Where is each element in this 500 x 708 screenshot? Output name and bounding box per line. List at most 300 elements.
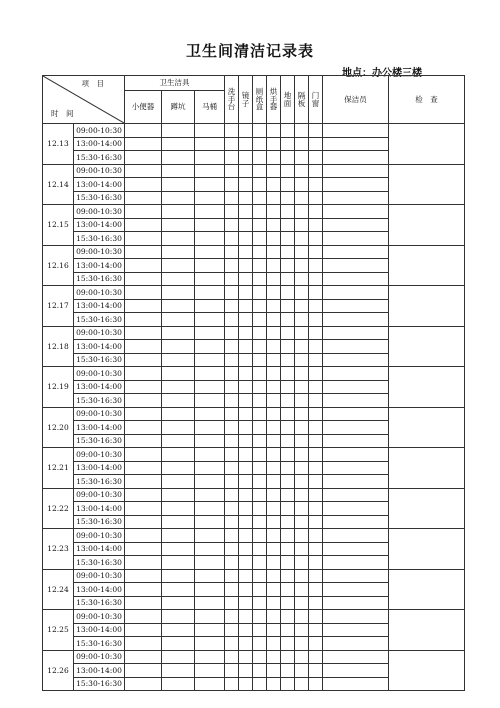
entry-cell[interactable] (239, 650, 253, 664)
entry-cell[interactable] (225, 515, 239, 529)
entry-cell[interactable] (309, 313, 323, 327)
entry-cell[interactable] (162, 421, 195, 435)
entry-cell[interactable] (162, 407, 195, 421)
entry-cell[interactable] (323, 610, 389, 624)
entry-cell[interactable] (239, 434, 253, 448)
entry-cell[interactable] (323, 164, 389, 178)
entry-cell[interactable] (267, 529, 281, 543)
entry-cell[interactable] (295, 434, 309, 448)
entry-cell[interactable] (295, 596, 309, 610)
entry-cell[interactable] (281, 664, 295, 678)
entry-cell[interactable] (323, 502, 389, 516)
entry-cell[interactable] (195, 124, 225, 138)
entry-cell[interactable] (295, 542, 309, 556)
entry-cell[interactable] (125, 569, 162, 583)
entry-cell[interactable] (162, 151, 195, 165)
entry-cell[interactable] (267, 164, 281, 178)
entry-cell[interactable] (323, 218, 389, 232)
entry-cell[interactable] (267, 515, 281, 529)
entry-cell[interactable] (239, 286, 253, 300)
entry-cell[interactable] (195, 259, 225, 273)
entry-cell[interactable] (195, 637, 225, 651)
entry-cell[interactable] (253, 637, 267, 651)
entry-cell[interactable] (225, 394, 239, 408)
inspection-cell[interactable] (389, 407, 465, 448)
entry-cell[interactable] (125, 367, 162, 381)
entry-cell[interactable] (162, 583, 195, 597)
entry-cell[interactable] (195, 367, 225, 381)
entry-cell[interactable] (125, 151, 162, 165)
entry-cell[interactable] (309, 650, 323, 664)
entry-cell[interactable] (309, 353, 323, 367)
entry-cell[interactable] (309, 421, 323, 435)
entry-cell[interactable] (309, 245, 323, 259)
entry-cell[interactable] (195, 137, 225, 151)
entry-cell[interactable] (225, 245, 239, 259)
entry-cell[interactable] (195, 394, 225, 408)
entry-cell[interactable] (309, 569, 323, 583)
entry-cell[interactable] (267, 448, 281, 462)
entry-cell[interactable] (281, 475, 295, 489)
entry-cell[interactable] (281, 569, 295, 583)
entry-cell[interactable] (267, 340, 281, 354)
entry-cell[interactable] (162, 164, 195, 178)
entry-cell[interactable] (267, 610, 281, 624)
entry-cell[interactable] (253, 326, 267, 340)
entry-cell[interactable] (253, 596, 267, 610)
entry-cell[interactable] (239, 151, 253, 165)
entry-cell[interactable] (281, 448, 295, 462)
entry-cell[interactable] (125, 353, 162, 367)
entry-cell[interactable] (253, 367, 267, 381)
entry-cell[interactable] (295, 353, 309, 367)
entry-cell[interactable] (267, 434, 281, 448)
entry-cell[interactable] (225, 677, 239, 691)
entry-cell[interactable] (162, 529, 195, 543)
entry-cell[interactable] (125, 556, 162, 570)
entry-cell[interactable] (125, 218, 162, 232)
entry-cell[interactable] (195, 529, 225, 543)
entry-cell[interactable] (267, 542, 281, 556)
entry-cell[interactable] (253, 650, 267, 664)
entry-cell[interactable] (162, 664, 195, 678)
inspection-cell[interactable] (389, 286, 465, 327)
entry-cell[interactable] (239, 299, 253, 313)
entry-cell[interactable] (295, 637, 309, 651)
entry-cell[interactable] (309, 272, 323, 286)
entry-cell[interactable] (239, 677, 253, 691)
entry-cell[interactable] (267, 326, 281, 340)
inspection-cell[interactable] (389, 164, 465, 205)
entry-cell[interactable] (253, 515, 267, 529)
entry-cell[interactable] (225, 650, 239, 664)
entry-cell[interactable] (309, 448, 323, 462)
entry-cell[interactable] (162, 475, 195, 489)
entry-cell[interactable] (125, 394, 162, 408)
entry-cell[interactable] (309, 367, 323, 381)
entry-cell[interactable] (225, 610, 239, 624)
entry-cell[interactable] (125, 299, 162, 313)
entry-cell[interactable] (162, 542, 195, 556)
entry-cell[interactable] (195, 434, 225, 448)
entry-cell[interactable] (323, 299, 389, 313)
entry-cell[interactable] (125, 502, 162, 516)
entry-cell[interactable] (309, 610, 323, 624)
entry-cell[interactable] (253, 299, 267, 313)
entry-cell[interactable] (281, 421, 295, 435)
entry-cell[interactable] (225, 299, 239, 313)
entry-cell[interactable] (239, 326, 253, 340)
entry-cell[interactable] (162, 137, 195, 151)
entry-cell[interactable] (309, 151, 323, 165)
entry-cell[interactable] (162, 556, 195, 570)
entry-cell[interactable] (125, 637, 162, 651)
entry-cell[interactable] (295, 394, 309, 408)
entry-cell[interactable] (295, 232, 309, 246)
entry-cell[interactable] (125, 191, 162, 205)
entry-cell[interactable] (267, 272, 281, 286)
entry-cell[interactable] (239, 272, 253, 286)
entry-cell[interactable] (253, 137, 267, 151)
entry-cell[interactable] (225, 583, 239, 597)
entry-cell[interactable] (253, 623, 267, 637)
entry-cell[interactable] (267, 556, 281, 570)
entry-cell[interactable] (309, 596, 323, 610)
entry-cell[interactable] (125, 488, 162, 502)
entry-cell[interactable] (195, 488, 225, 502)
entry-cell[interactable] (125, 178, 162, 192)
entry-cell[interactable] (195, 299, 225, 313)
entry-cell[interactable] (239, 556, 253, 570)
entry-cell[interactable] (239, 164, 253, 178)
entry-cell[interactable] (125, 448, 162, 462)
entry-cell[interactable] (323, 407, 389, 421)
entry-cell[interactable] (239, 191, 253, 205)
entry-cell[interactable] (225, 556, 239, 570)
entry-cell[interactable] (162, 461, 195, 475)
entry-cell[interactable] (295, 137, 309, 151)
entry-cell[interactable] (295, 407, 309, 421)
entry-cell[interactable] (253, 232, 267, 246)
entry-cell[interactable] (309, 137, 323, 151)
entry-cell[interactable] (125, 664, 162, 678)
entry-cell[interactable] (309, 556, 323, 570)
entry-cell[interactable] (125, 259, 162, 273)
entry-cell[interactable] (295, 610, 309, 624)
entry-cell[interactable] (162, 502, 195, 516)
entry-cell[interactable] (225, 488, 239, 502)
entry-cell[interactable] (323, 515, 389, 529)
entry-cell[interactable] (281, 245, 295, 259)
entry-cell[interactable] (239, 245, 253, 259)
entry-cell[interactable] (267, 178, 281, 192)
entry-cell[interactable] (323, 448, 389, 462)
entry-cell[interactable] (323, 569, 389, 583)
entry-cell[interactable] (267, 367, 281, 381)
entry-cell[interactable] (309, 205, 323, 219)
entry-cell[interactable] (162, 380, 195, 394)
entry-cell[interactable] (295, 326, 309, 340)
entry-cell[interactable] (267, 407, 281, 421)
entry-cell[interactable] (125, 529, 162, 543)
inspection-cell[interactable] (389, 569, 465, 610)
entry-cell[interactable] (239, 313, 253, 327)
entry-cell[interactable] (195, 340, 225, 354)
entry-cell[interactable] (323, 151, 389, 165)
entry-cell[interactable] (239, 637, 253, 651)
entry-cell[interactable] (295, 313, 309, 327)
entry-cell[interactable] (253, 488, 267, 502)
entry-cell[interactable] (295, 650, 309, 664)
entry-cell[interactable] (323, 421, 389, 435)
entry-cell[interactable] (253, 151, 267, 165)
entry-cell[interactable] (195, 380, 225, 394)
entry-cell[interactable] (239, 610, 253, 624)
entry-cell[interactable] (295, 124, 309, 138)
entry-cell[interactable] (323, 205, 389, 219)
entry-cell[interactable] (253, 542, 267, 556)
entry-cell[interactable] (239, 502, 253, 516)
entry-cell[interactable] (125, 596, 162, 610)
entry-cell[interactable] (309, 299, 323, 313)
entry-cell[interactable] (295, 515, 309, 529)
entry-cell[interactable] (295, 569, 309, 583)
entry-cell[interactable] (309, 191, 323, 205)
entry-cell[interactable] (195, 610, 225, 624)
entry-cell[interactable] (195, 623, 225, 637)
entry-cell[interactable] (195, 151, 225, 165)
entry-cell[interactable] (225, 502, 239, 516)
entry-cell[interactable] (281, 407, 295, 421)
entry-cell[interactable] (253, 502, 267, 516)
entry-cell[interactable] (195, 218, 225, 232)
entry-cell[interactable] (253, 434, 267, 448)
entry-cell[interactable] (281, 515, 295, 529)
entry-cell[interactable] (125, 542, 162, 556)
entry-cell[interactable] (323, 367, 389, 381)
entry-cell[interactable] (309, 488, 323, 502)
entry-cell[interactable] (195, 164, 225, 178)
entry-cell[interactable] (267, 353, 281, 367)
entry-cell[interactable] (125, 286, 162, 300)
entry-cell[interactable] (162, 650, 195, 664)
inspection-cell[interactable] (389, 245, 465, 286)
entry-cell[interactable] (162, 340, 195, 354)
entry-cell[interactable] (125, 137, 162, 151)
inspection-cell[interactable] (389, 529, 465, 570)
entry-cell[interactable] (239, 394, 253, 408)
entry-cell[interactable] (225, 353, 239, 367)
entry-cell[interactable] (295, 529, 309, 543)
entry-cell[interactable] (239, 137, 253, 151)
entry-cell[interactable] (239, 569, 253, 583)
entry-cell[interactable] (253, 164, 267, 178)
entry-cell[interactable] (267, 124, 281, 138)
entry-cell[interactable] (239, 380, 253, 394)
entry-cell[interactable] (281, 232, 295, 246)
entry-cell[interactable] (281, 542, 295, 556)
entry-cell[interactable] (225, 421, 239, 435)
entry-cell[interactable] (162, 218, 195, 232)
entry-cell[interactable] (295, 218, 309, 232)
entry-cell[interactable] (239, 488, 253, 502)
entry-cell[interactable] (239, 353, 253, 367)
entry-cell[interactable] (281, 610, 295, 624)
entry-cell[interactable] (195, 583, 225, 597)
entry-cell[interactable] (323, 596, 389, 610)
entry-cell[interactable] (239, 664, 253, 678)
entry-cell[interactable] (295, 272, 309, 286)
entry-cell[interactable] (195, 245, 225, 259)
entry-cell[interactable] (195, 542, 225, 556)
entry-cell[interactable] (309, 623, 323, 637)
entry-cell[interactable] (281, 623, 295, 637)
entry-cell[interactable] (323, 650, 389, 664)
entry-cell[interactable] (323, 583, 389, 597)
entry-cell[interactable] (267, 421, 281, 435)
entry-cell[interactable] (323, 259, 389, 273)
entry-cell[interactable] (323, 353, 389, 367)
entry-cell[interactable] (253, 610, 267, 624)
entry-cell[interactable] (309, 380, 323, 394)
entry-cell[interactable] (295, 380, 309, 394)
entry-cell[interactable] (162, 232, 195, 246)
entry-cell[interactable] (125, 623, 162, 637)
inspection-cell[interactable] (389, 488, 465, 529)
entry-cell[interactable] (281, 313, 295, 327)
entry-cell[interactable] (295, 623, 309, 637)
entry-cell[interactable] (162, 596, 195, 610)
entry-cell[interactable] (295, 367, 309, 381)
entry-cell[interactable] (239, 421, 253, 435)
entry-cell[interactable] (267, 259, 281, 273)
entry-cell[interactable] (225, 164, 239, 178)
entry-cell[interactable] (295, 421, 309, 435)
entry-cell[interactable] (281, 434, 295, 448)
entry-cell[interactable] (162, 569, 195, 583)
entry-cell[interactable] (281, 164, 295, 178)
entry-cell[interactable] (195, 326, 225, 340)
entry-cell[interactable] (309, 677, 323, 691)
entry-cell[interactable] (162, 434, 195, 448)
entry-cell[interactable] (267, 191, 281, 205)
entry-cell[interactable] (295, 259, 309, 273)
entry-cell[interactable] (323, 529, 389, 543)
entry-cell[interactable] (267, 623, 281, 637)
entry-cell[interactable] (281, 529, 295, 543)
entry-cell[interactable] (281, 272, 295, 286)
entry-cell[interactable] (253, 407, 267, 421)
entry-cell[interactable] (309, 515, 323, 529)
entry-cell[interactable] (295, 205, 309, 219)
entry-cell[interactable] (309, 232, 323, 246)
entry-cell[interactable] (125, 340, 162, 354)
entry-cell[interactable] (225, 367, 239, 381)
entry-cell[interactable] (195, 421, 225, 435)
entry-cell[interactable] (295, 178, 309, 192)
entry-cell[interactable] (253, 448, 267, 462)
entry-cell[interactable] (323, 326, 389, 340)
entry-cell[interactable] (195, 313, 225, 327)
entry-cell[interactable] (239, 529, 253, 543)
entry-cell[interactable] (309, 326, 323, 340)
entry-cell[interactable] (125, 164, 162, 178)
entry-cell[interactable] (323, 394, 389, 408)
entry-cell[interactable] (162, 488, 195, 502)
entry-cell[interactable] (281, 596, 295, 610)
entry-cell[interactable] (281, 178, 295, 192)
entry-cell[interactable] (225, 461, 239, 475)
entry-cell[interactable] (323, 340, 389, 354)
entry-cell[interactable] (239, 232, 253, 246)
entry-cell[interactable] (323, 461, 389, 475)
entry-cell[interactable] (162, 178, 195, 192)
entry-cell[interactable] (253, 394, 267, 408)
entry-cell[interactable] (309, 542, 323, 556)
entry-cell[interactable] (267, 232, 281, 246)
entry-cell[interactable] (281, 583, 295, 597)
entry-cell[interactable] (253, 461, 267, 475)
entry-cell[interactable] (323, 488, 389, 502)
entry-cell[interactable] (195, 569, 225, 583)
entry-cell[interactable] (281, 151, 295, 165)
entry-cell[interactable] (125, 610, 162, 624)
entry-cell[interactable] (281, 218, 295, 232)
entry-cell[interactable] (162, 448, 195, 462)
entry-cell[interactable] (162, 245, 195, 259)
entry-cell[interactable] (323, 637, 389, 651)
entry-cell[interactable] (195, 205, 225, 219)
entry-cell[interactable] (309, 461, 323, 475)
entry-cell[interactable] (195, 191, 225, 205)
entry-cell[interactable] (267, 137, 281, 151)
entry-cell[interactable] (225, 151, 239, 165)
entry-cell[interactable] (239, 623, 253, 637)
entry-cell[interactable] (225, 529, 239, 543)
entry-cell[interactable] (281, 137, 295, 151)
entry-cell[interactable] (162, 353, 195, 367)
entry-cell[interactable] (323, 380, 389, 394)
entry-cell[interactable] (267, 650, 281, 664)
entry-cell[interactable] (281, 637, 295, 651)
entry-cell[interactable] (267, 664, 281, 678)
entry-cell[interactable] (239, 515, 253, 529)
entry-cell[interactable] (162, 623, 195, 637)
entry-cell[interactable] (253, 178, 267, 192)
entry-cell[interactable] (267, 488, 281, 502)
entry-cell[interactable] (309, 340, 323, 354)
entry-cell[interactable] (323, 272, 389, 286)
entry-cell[interactable] (125, 434, 162, 448)
entry-cell[interactable] (225, 664, 239, 678)
entry-cell[interactable] (309, 124, 323, 138)
entry-cell[interactable] (162, 124, 195, 138)
inspection-cell[interactable] (389, 367, 465, 408)
entry-cell[interactable] (295, 340, 309, 354)
entry-cell[interactable] (309, 394, 323, 408)
entry-cell[interactable] (125, 461, 162, 475)
entry-cell[interactable] (125, 272, 162, 286)
entry-cell[interactable] (309, 637, 323, 651)
entry-cell[interactable] (281, 259, 295, 273)
entry-cell[interactable] (225, 178, 239, 192)
entry-cell[interactable] (162, 610, 195, 624)
entry-cell[interactable] (267, 637, 281, 651)
entry-cell[interactable] (281, 380, 295, 394)
entry-cell[interactable] (281, 205, 295, 219)
entry-cell[interactable] (125, 677, 162, 691)
entry-cell[interactable] (225, 569, 239, 583)
